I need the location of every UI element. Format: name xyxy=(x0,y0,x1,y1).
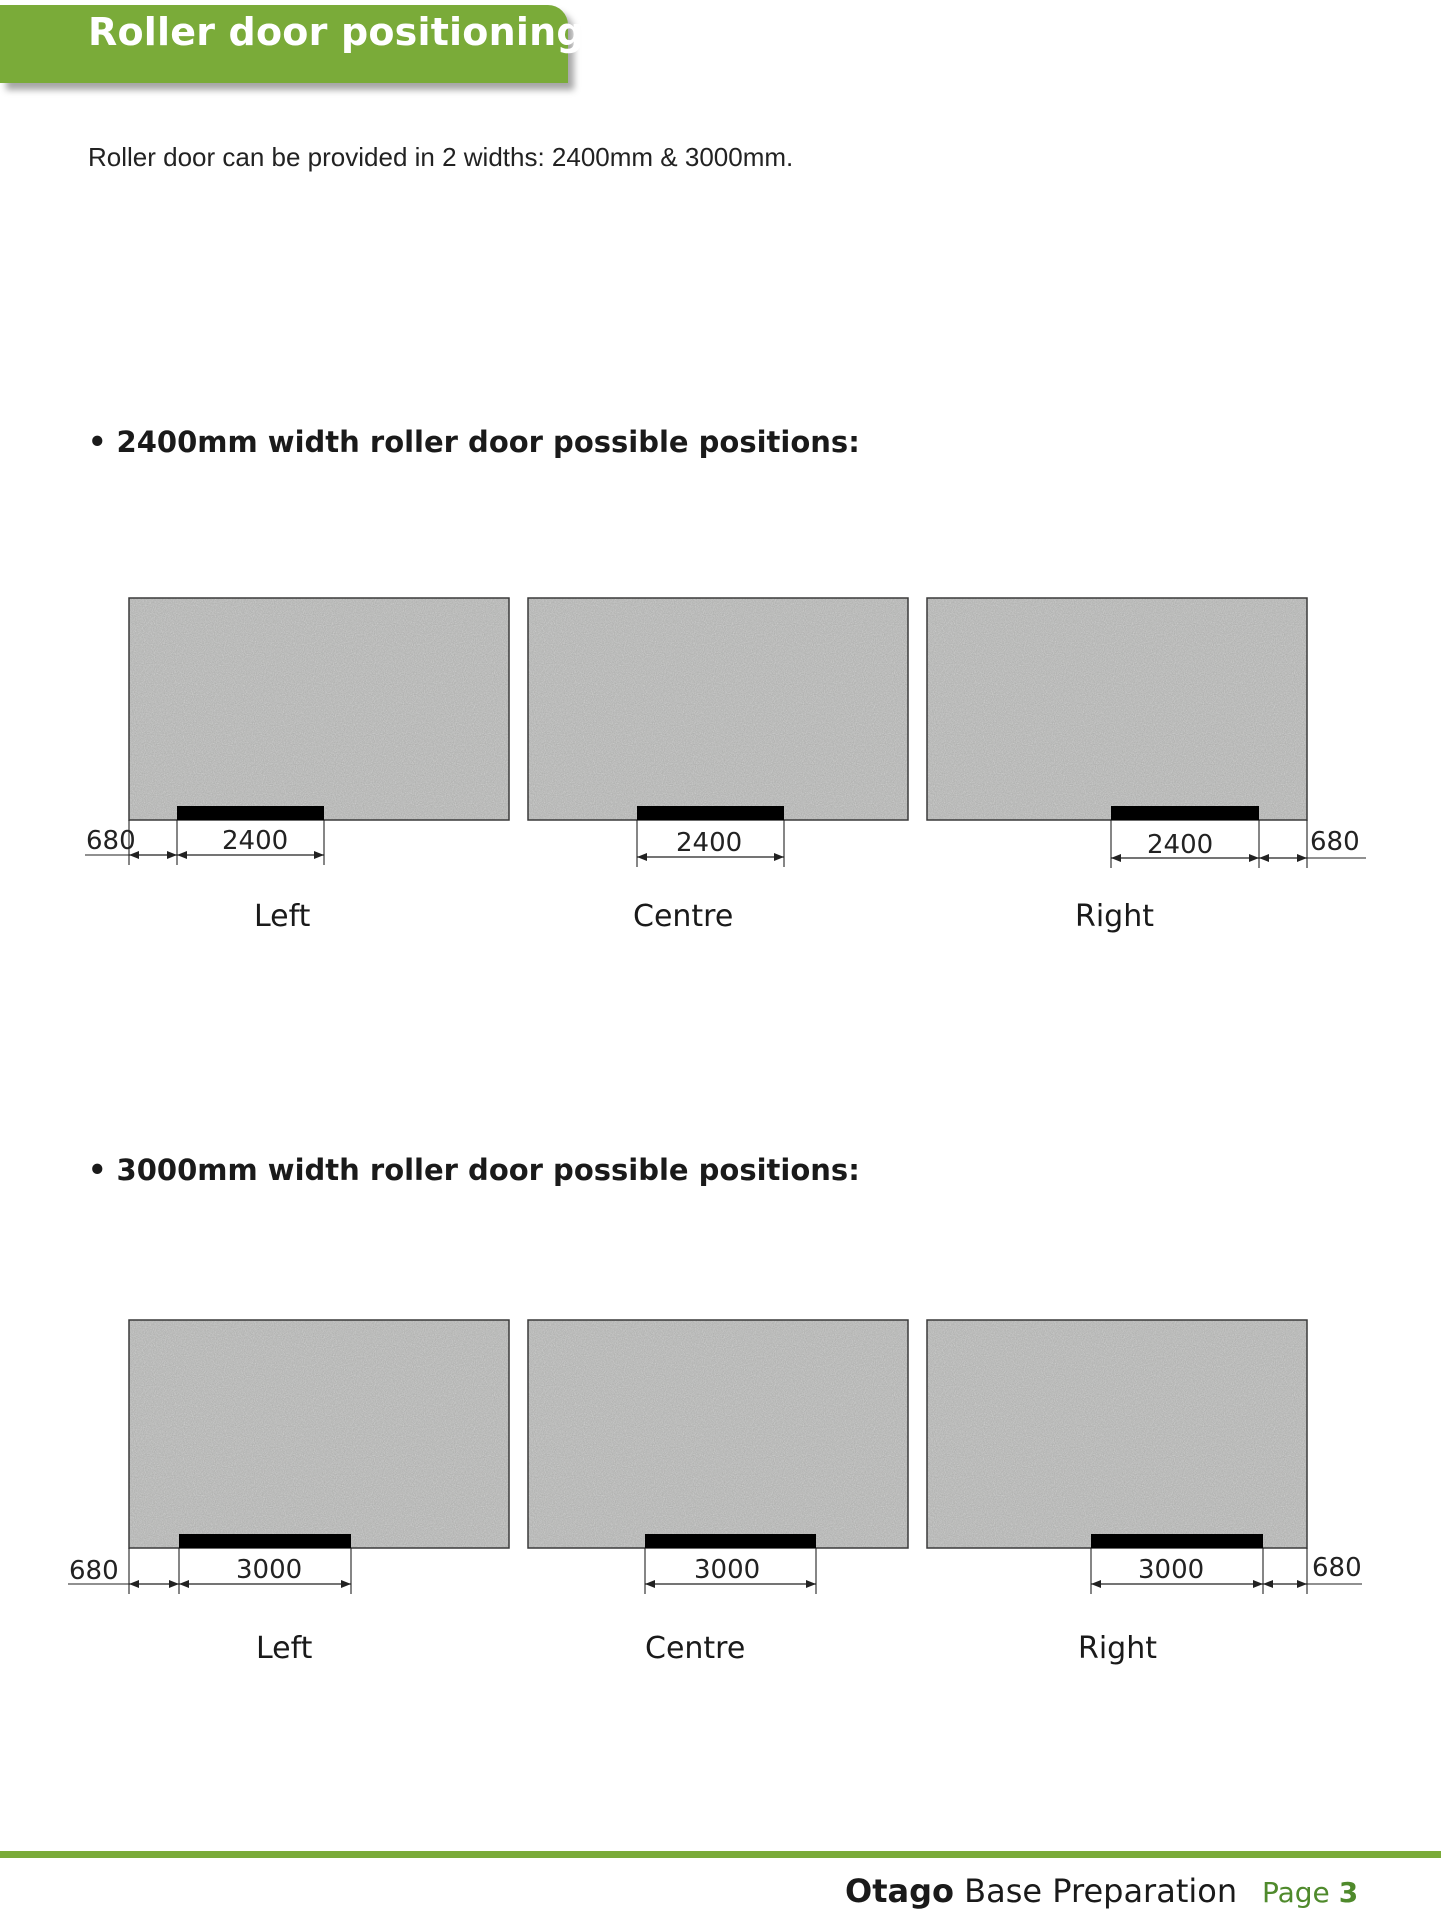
footer-brand-rest: Base Preparation xyxy=(964,1872,1238,1910)
roller-door-centre-3000 xyxy=(645,1534,816,1548)
footer-brand-bold: Otago xyxy=(845,1872,954,1910)
bullet-icon: • xyxy=(88,425,107,459)
position-label-centre-2400: Centre xyxy=(633,899,734,934)
slab-right-3000 xyxy=(927,1320,1362,1666)
slab-left-2400 xyxy=(85,598,509,934)
offset-label-right-2400: 680 xyxy=(1310,827,1360,857)
slab-centre-2400 xyxy=(528,598,908,934)
page-label: Page xyxy=(1262,1876,1330,1909)
section-heading-text: 2400mm width roller door possible positions: xyxy=(116,425,860,459)
roller-door-right-3000 xyxy=(1091,1534,1263,1548)
footer-brand xyxy=(845,1872,1237,1910)
width-label-centre-3000: 3000 xyxy=(694,1555,761,1585)
position-label-left-3000: Left xyxy=(256,1631,313,1666)
offset-label-right-3000: 680 xyxy=(1312,1553,1362,1583)
roller-door-right-2400 xyxy=(1111,806,1259,820)
width-label-right-3000: 3000 xyxy=(1138,1555,1205,1585)
footer-divider xyxy=(0,1851,1441,1858)
page-title: Roller door positioning xyxy=(88,10,584,54)
diagram-row-3000 xyxy=(0,1312,1441,1712)
intro-text: Roller door can be provided in 2 widths: 2400mm & 3000mm. xyxy=(88,142,794,172)
section-heading-text: 3000mm width roller door possible positions: xyxy=(116,1153,860,1187)
page-number-value: 3 xyxy=(1338,1876,1359,1909)
width-label-centre-2400: 2400 xyxy=(676,828,743,858)
roller-door-centre-2400 xyxy=(637,806,784,820)
section-heading-2400 xyxy=(88,425,860,459)
diagram-svg-3000 xyxy=(0,1312,1441,1682)
width-label-left-2400: 2400 xyxy=(222,826,289,856)
width-label-right-2400: 2400 xyxy=(1147,830,1214,860)
slab-left-3000 xyxy=(68,1320,509,1666)
diagram-row-2400 xyxy=(0,590,1441,990)
position-label-right-2400: Right xyxy=(1075,899,1154,934)
offset-label-left-3000: 680 xyxy=(69,1556,119,1586)
position-label-left-2400: Left xyxy=(254,899,311,934)
position-label-centre-3000: Centre xyxy=(645,1631,746,1666)
width-label-left-3000: 3000 xyxy=(236,1555,303,1585)
bullet-icon: • xyxy=(88,1153,107,1187)
slab-centre-3000 xyxy=(528,1320,908,1666)
position-label-right-3000: Right xyxy=(1078,1631,1157,1666)
page-number xyxy=(1262,1876,1358,1909)
slab-right-2400 xyxy=(927,598,1366,934)
diagram-svg-2400 xyxy=(0,590,1441,960)
offset-label-left-2400: 680 xyxy=(86,826,136,856)
section-heading-3000 xyxy=(88,1153,860,1187)
roller-door-left-3000 xyxy=(179,1534,351,1548)
roller-door-left-2400 xyxy=(177,806,324,820)
